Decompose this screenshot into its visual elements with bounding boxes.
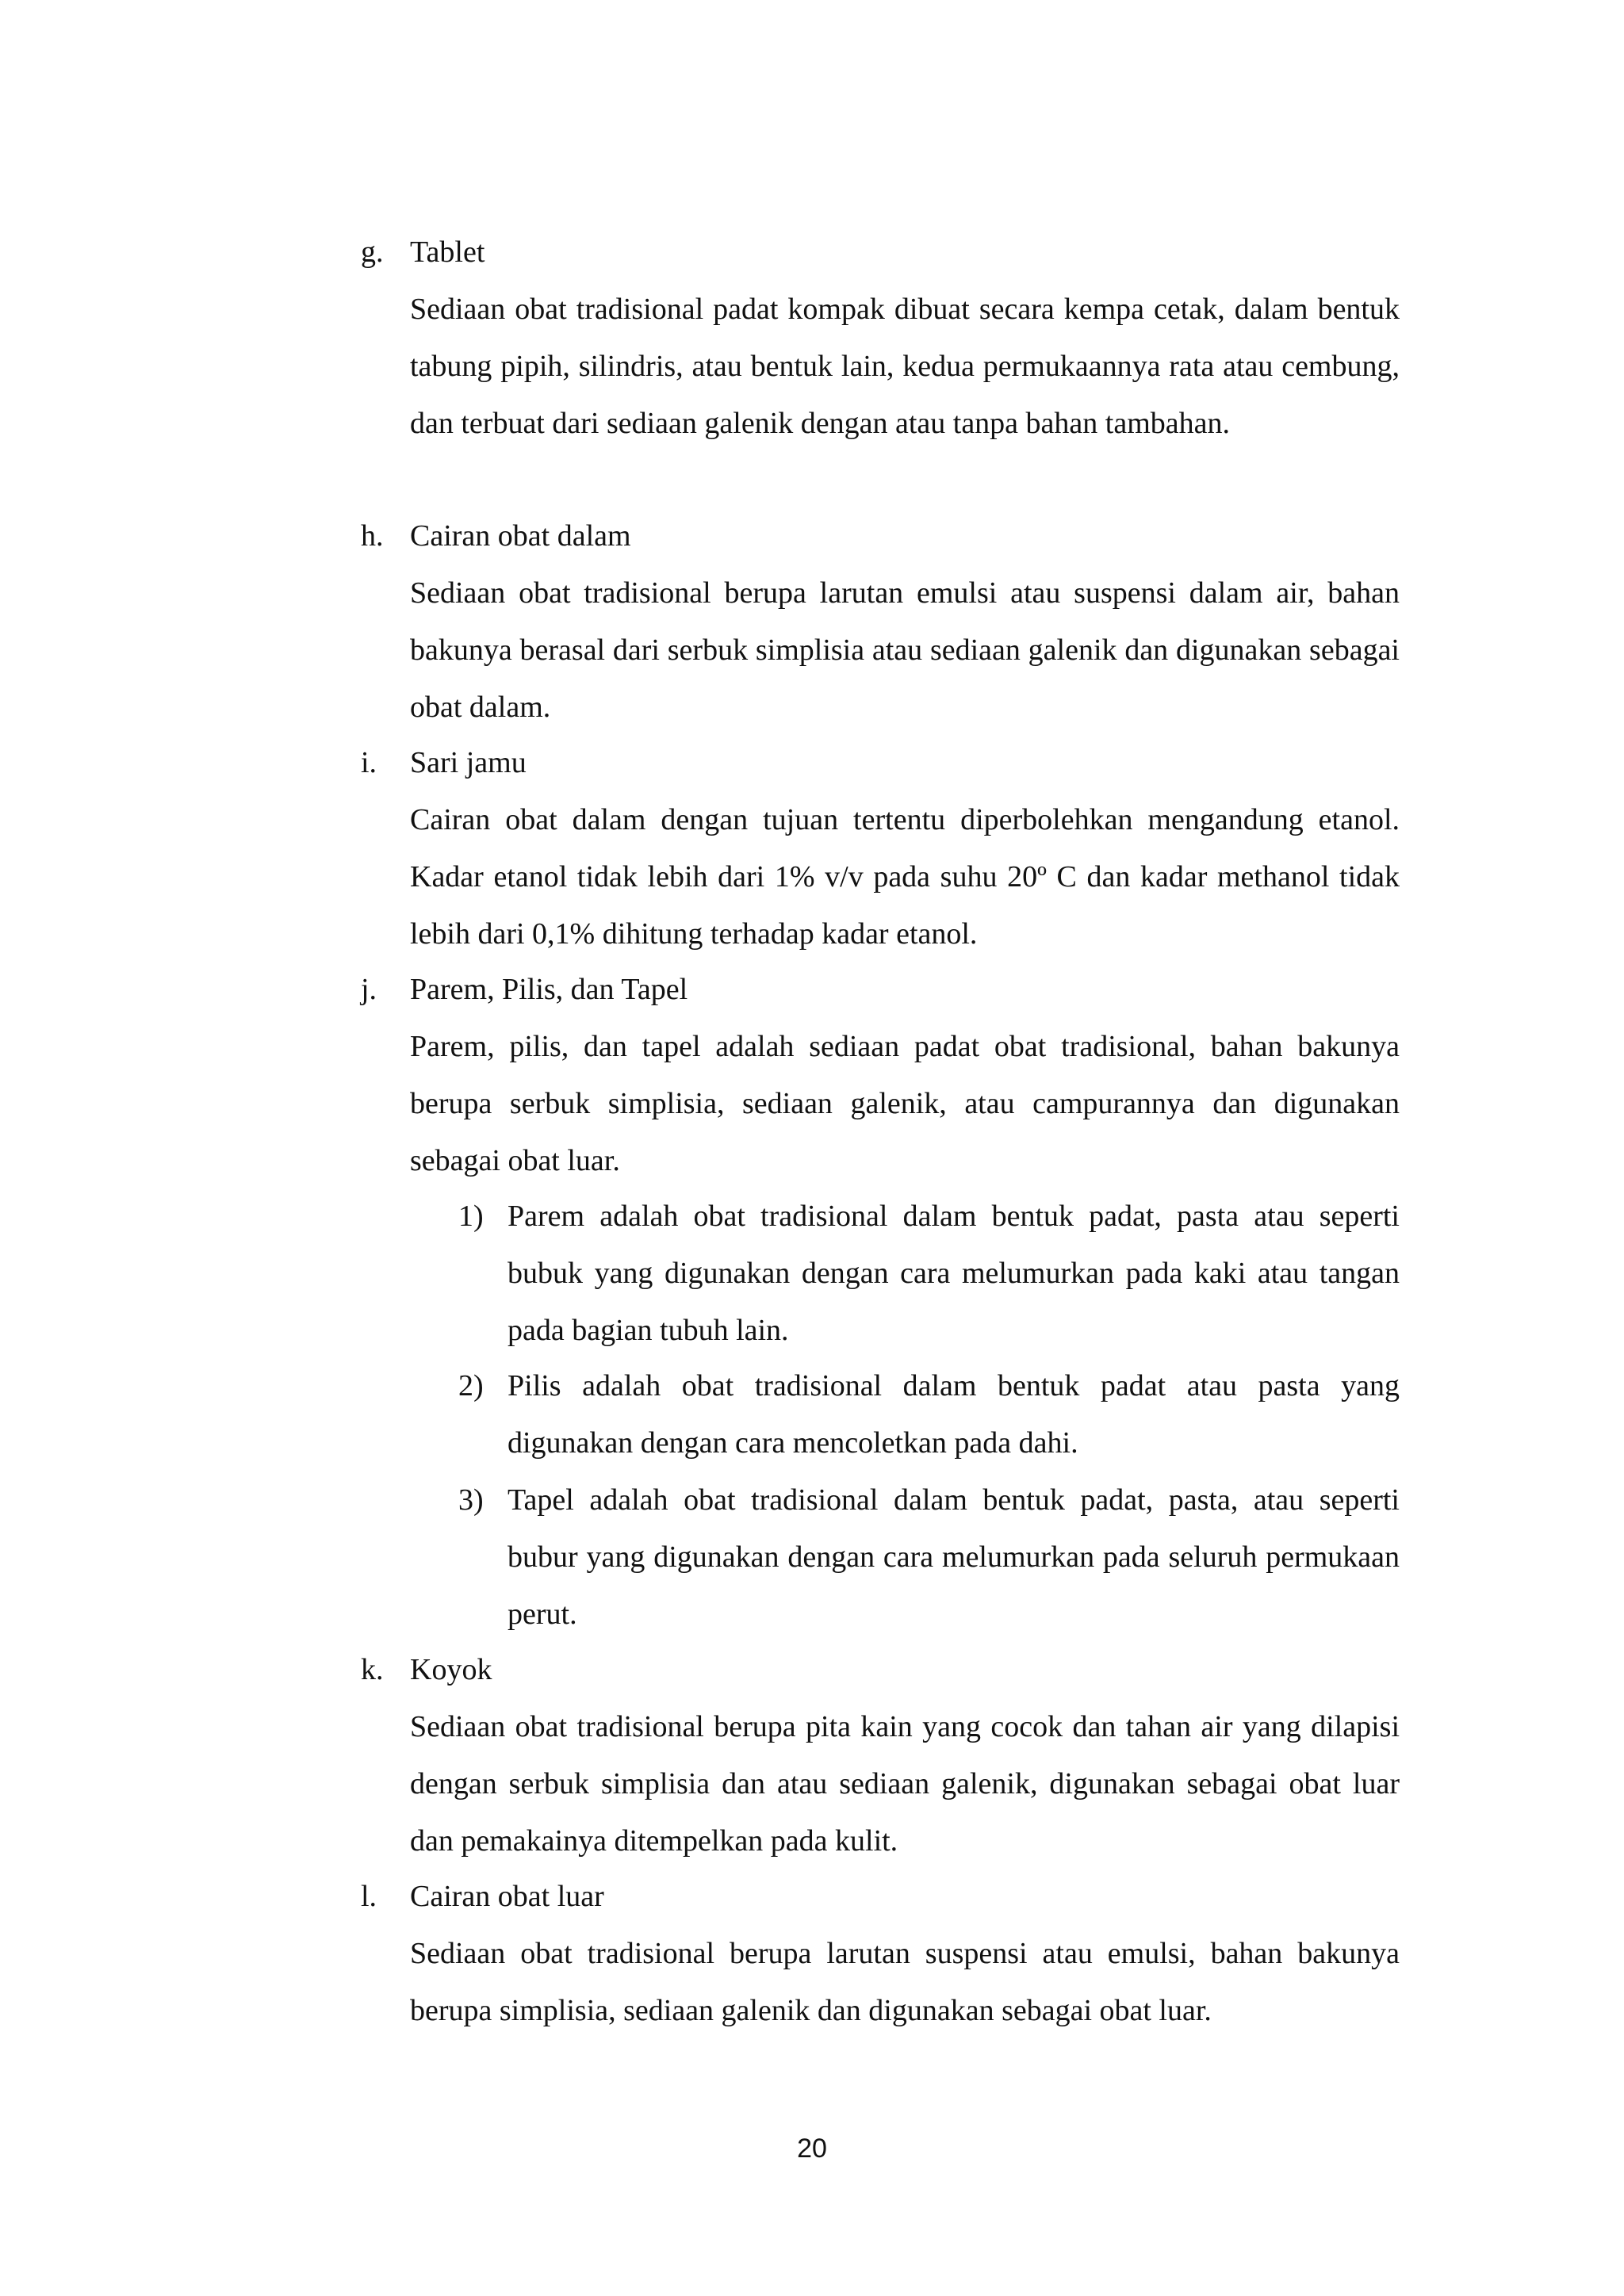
list-item-description: Sediaan obat tradisional padat kompak dibuat secara kempa cetak, dalam bentuk tabung pipih, silindris, atau bentuk lain, kedua permukaannya rata atau cembung, dan terbuat dari sediaan galenik dengan atau tanpa bahan tambahan. — [410, 293, 1400, 440]
page-number: 20 — [797, 2133, 827, 2164]
list-item-description: Sediaan obat tradisional berupa larutan emulsi atau suspensi dalam air, bahan bakunya berasal dari serbuk simplisia atau sediaan galenik dan digunakan sebagai obat dalam. — [410, 576, 1400, 724]
list-item-heading — [361, 961, 1400, 1018]
sub-list-number: 2) — [458, 1369, 484, 1402]
list-item-description: Sediaan obat tradisional berupa larutan suspensi atau emulsi, bahan bakunya berupa simplisia, sediaan galenik dan digunakan sebagai obat luar. — [410, 1937, 1400, 2027]
list-item-letter: j. — [361, 973, 377, 1006]
list-item-letter: g. — [361, 235, 384, 269]
list-item-title: Koyok — [410, 1653, 492, 1686]
list-item-letter: i. — [361, 746, 377, 779]
list-item-heading — [361, 1868, 1400, 1925]
list-item-letter: l. — [361, 1880, 377, 1913]
sub-list-text: Tapel adalah obat tradisional dalam bentuk padat, pasta, atau seperti bubur yang digunakan dengan cara melumurkan pada seluruh permukaan perut. — [508, 1483, 1400, 1631]
list-item-heading — [361, 507, 1400, 564]
list-item-description: Sediaan obat tradisional berupa pita kain yang cocok dan tahan air yang dilapisi dengan serbuk simplisia dan atau sediaan galenik, digunakan sebagai obat luar dan pemakainya ditempelkan pada kulit. — [410, 1710, 1400, 1858]
list-item-heading — [361, 1641, 1400, 1698]
list-item-description: Parem, pilis, dan tapel adalah sediaan padat obat tradisional, bahan bakunya berupa serbuk simplisia, sediaan galenik, atau campurannya dan digunakan sebagai obat luar. — [410, 1030, 1400, 1177]
list-item-heading — [361, 734, 1400, 791]
list-item-heading — [361, 224, 1400, 281]
list-item-letter: k. — [361, 1653, 384, 1686]
list-item-title: Cairan obat luar — [410, 1880, 604, 1913]
list-item-letter: h. — [361, 519, 384, 553]
list-item-title: Sari jamu — [410, 746, 527, 779]
sub-list-text: Parem adalah obat tradisional dalam bentuk padat, pasta atau seperti bubuk yang digunakan dengan cara melumurkan pada kaki atau tangan pada bagian tubuh lain. — [508, 1200, 1400, 1347]
sub-list-text: Pilis adalah obat tradisional dalam bentuk padat atau pasta yang digunakan dengan cara mencoletkan pada dahi. — [508, 1369, 1400, 1460]
list-item-description: Cairan obat dalam dengan tujuan tertentu diperbolehkan mengandung etanol. Kadar etanol tidak lebih dari 1% v/v pada suhu 20º C dan kadar methanol tidak lebih dari 0,1% dihitung terhadap kadar etanol. — [410, 803, 1400, 951]
list-item-title: Parem, Pilis, dan Tapel — [410, 973, 688, 1006]
list-item-title: Cairan obat dalam — [410, 519, 631, 553]
sub-list-number: 3) — [458, 1483, 484, 1517]
sub-list-number: 1) — [458, 1200, 484, 1233]
list-item-title: Tablet — [410, 235, 485, 269]
